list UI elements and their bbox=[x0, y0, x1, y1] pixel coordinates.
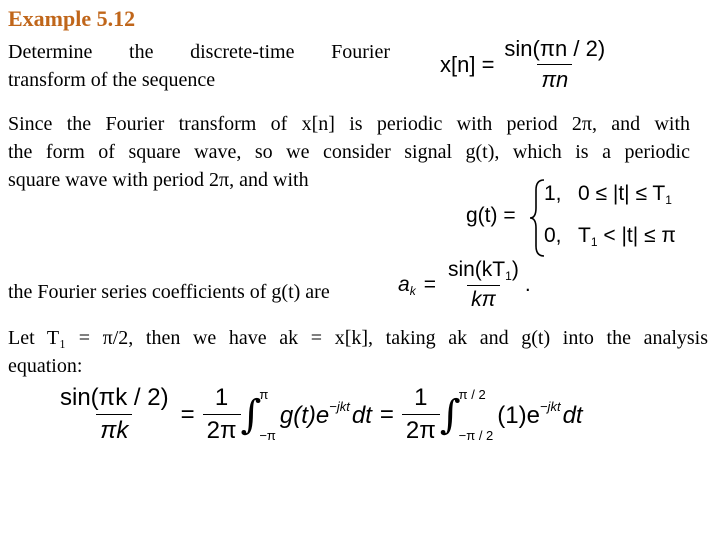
analysis-equation bbox=[56, 384, 583, 445]
integral-1-upper: π bbox=[259, 386, 269, 402]
integral-2-exponent: −jkt bbox=[539, 399, 561, 414]
example-title: Example 5.12 bbox=[8, 6, 136, 31]
para1-line-1: Since the Fourier transform of x[n] is periodic with period 2π, and with bbox=[8, 113, 690, 135]
case1-condition-text: 0 ≤ |t| ≤ T bbox=[578, 182, 666, 205]
coefficient-num-sub: 1 bbox=[505, 269, 512, 283]
coefficient-period: . bbox=[524, 273, 531, 296]
factor-fraction-1 bbox=[203, 384, 241, 445]
factor-2-denominator: 2π bbox=[402, 414, 440, 445]
integral-2-body: (1)e bbox=[497, 402, 540, 429]
coefficient-a: a bbox=[398, 272, 410, 296]
integral-2-limits bbox=[459, 387, 494, 443]
para2-text: the Fourier series coefficients of g(t) are bbox=[8, 281, 330, 303]
sequence-denominator: πn bbox=[537, 64, 572, 93]
integral-sign-2: ∫ bbox=[439, 391, 461, 438]
para3-line-2: equation: bbox=[8, 355, 83, 377]
integral-1-exponent: −jkt bbox=[329, 399, 350, 414]
integral-1-body: g(t)e bbox=[279, 402, 330, 429]
para1-line-2: the form of square wave, so we consider signal g(t), which is a periodic bbox=[8, 141, 690, 163]
piecewise-equation bbox=[466, 178, 706, 258]
integral-1-dt: dt bbox=[351, 402, 372, 429]
integral-1-limits bbox=[259, 387, 276, 443]
case1-condition-sub: 1 bbox=[665, 193, 672, 207]
coefficient-fraction bbox=[444, 258, 523, 312]
case2-condition-sub: 1 bbox=[590, 235, 598, 249]
coefficient-a-sub: k bbox=[409, 283, 416, 298]
factor-fraction-2 bbox=[402, 384, 440, 445]
case2-condition-text: < |t| ≤ π bbox=[597, 224, 676, 247]
coefficient-num-end: ) bbox=[511, 258, 519, 281]
case1-condition bbox=[578, 182, 672, 207]
integral-2-lower: −π / 2 bbox=[458, 427, 494, 443]
integral-1-lower: −π bbox=[259, 427, 276, 443]
sequence-fraction bbox=[500, 36, 609, 93]
para3-line-1: Let T₁ = π/2, then we have ak = x[k], taking ak and g(t) into the analysis bbox=[8, 327, 708, 349]
equals-sign-2: = bbox=[379, 400, 394, 428]
coefficient-equals: = bbox=[423, 273, 436, 296]
lhs-numerator: sin(πk / 2) bbox=[60, 384, 169, 411]
integral-1-integrand bbox=[280, 399, 372, 430]
factor-1-numerator: 1 bbox=[214, 384, 229, 411]
coefficient-denominator: kπ bbox=[467, 285, 500, 312]
integral-2-integrand bbox=[497, 399, 582, 430]
integral-2-dt: dt bbox=[562, 402, 583, 429]
case1-value: 1, bbox=[544, 182, 562, 205]
integral-sign-1: ∫ bbox=[240, 391, 262, 438]
case2-value: 0, bbox=[544, 224, 562, 247]
sequence-equation bbox=[440, 36, 609, 93]
lhs-denominator: πk bbox=[96, 414, 132, 445]
case2-condition bbox=[578, 224, 676, 249]
equals-sign-1: = bbox=[180, 400, 195, 428]
coefficient-num-text: sin(kT bbox=[447, 258, 506, 281]
coefficient-lhs bbox=[398, 273, 416, 298]
factor-1-denominator: 2π bbox=[203, 414, 241, 445]
integral-2-upper: π / 2 bbox=[458, 386, 486, 402]
case2-condition-t: T bbox=[578, 224, 591, 247]
factor-2-numerator: 1 bbox=[414, 384, 428, 411]
coefficient-numerator bbox=[444, 258, 523, 285]
sequence-numerator: sin(πn / 2) bbox=[504, 36, 606, 61]
intro-line-1: Determine the discrete-time Fourier bbox=[8, 41, 390, 63]
coefficient-equation bbox=[398, 258, 531, 312]
intro-line-2: transform of the sequence bbox=[8, 69, 216, 91]
piecewise-lhs: g(t) = bbox=[466, 204, 516, 227]
sequence-lhs: x[n] = bbox=[440, 51, 495, 77]
lhs-fraction bbox=[56, 384, 173, 445]
para1-line-3: square wave with period 2π, and with bbox=[8, 169, 309, 191]
